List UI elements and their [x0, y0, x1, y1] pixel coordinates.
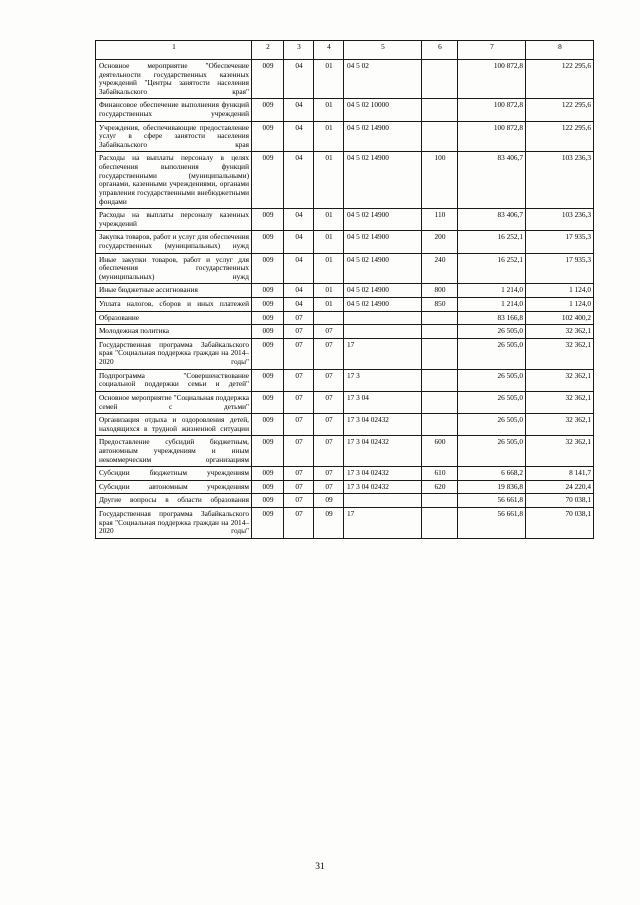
row-name: Предоставление субсидий бюджетным, автономным учреждениям и иным некоммерческим организациям	[96, 436, 252, 467]
row-section: 07	[284, 494, 314, 508]
row-chapter: 009	[252, 338, 284, 369]
row-expense-type	[422, 369, 458, 391]
row-section: 04	[284, 121, 314, 152]
row-amount-year2: 32 362,1	[526, 436, 594, 467]
table-row	[96, 414, 594, 436]
row-chapter: 009	[252, 298, 284, 312]
row-name: Основное мероприятие "Социальная поддержка семей с детьми"	[96, 391, 252, 413]
row-chapter: 009	[252, 480, 284, 494]
row-amount-year2: 24 220,4	[526, 480, 594, 494]
row-name: Учреждения, обеспечивающие предоставление услуг в сфере занятости населения Забайкальского края	[96, 121, 252, 152]
row-amount-year2: 70 038,1	[526, 507, 594, 538]
row-expense-type	[422, 325, 458, 339]
row-amount-year1: 100 872,8	[458, 60, 526, 99]
row-target-code: 17 3 04 02432	[344, 414, 422, 436]
row-section: 04	[284, 60, 314, 99]
row-subsection: 07	[314, 369, 344, 391]
column-header-6: 6	[422, 41, 458, 60]
row-amount-year2: 32 362,1	[526, 391, 594, 413]
row-target-code: 17	[344, 507, 422, 538]
table-row	[96, 391, 594, 413]
row-amount-year2: 32 362,1	[526, 369, 594, 391]
row-amount-year1: 26 505,0	[458, 369, 526, 391]
table-row	[96, 253, 594, 284]
row-expense-type: 110	[422, 209, 458, 231]
row-section: 04	[284, 253, 314, 284]
row-subsection	[314, 311, 344, 325]
row-amount-year1: 16 252,1	[458, 253, 526, 284]
budget-table-container	[95, 40, 591, 539]
row-name: Государственная программа Забайкальского края "Социальная поддержка граждан на 2014–2020 годы"	[96, 507, 252, 538]
row-amount-year2: 32 362,1	[526, 325, 594, 339]
row-subsection: 01	[314, 152, 344, 209]
row-expense-type	[422, 414, 458, 436]
row-name: Организация отдыха и оздоровления детей, находящихся в трудной жизненной ситуации	[96, 414, 252, 436]
row-name: Основное мероприятие "Обеспечение деятельности государственных казенных учреждений "Центры занятости населения Забайкальского края"	[96, 60, 252, 99]
table-row	[96, 231, 594, 253]
column-header-1: 1	[96, 41, 252, 60]
row-section: 04	[284, 231, 314, 253]
row-amount-year1: 1 214,0	[458, 284, 526, 298]
row-subsection: 07	[314, 436, 344, 467]
row-chapter: 009	[252, 311, 284, 325]
table-row	[96, 99, 594, 121]
row-chapter: 009	[252, 369, 284, 391]
row-amount-year1: 19 836,8	[458, 480, 526, 494]
row-expense-type: 600	[422, 436, 458, 467]
row-subsection: 07	[314, 480, 344, 494]
row-chapter: 009	[252, 507, 284, 538]
row-target-code: 04 5 02 14900	[344, 231, 422, 253]
row-amount-year2: 122 295,6	[526, 121, 594, 152]
row-subsection: 07	[314, 467, 344, 481]
row-subsection: 07	[314, 338, 344, 369]
row-section: 04	[284, 284, 314, 298]
table-row	[96, 325, 594, 339]
row-amount-year1: 26 505,0	[458, 338, 526, 369]
row-chapter: 009	[252, 60, 284, 99]
table-row	[96, 467, 594, 481]
table-row	[96, 507, 594, 538]
table-row	[96, 60, 594, 99]
row-chapter: 009	[252, 467, 284, 481]
row-target-code: 04 5 02	[344, 60, 422, 99]
row-target-code: 17 3	[344, 369, 422, 391]
table-row	[96, 480, 594, 494]
row-chapter: 009	[252, 325, 284, 339]
row-section: 07	[284, 311, 314, 325]
row-section: 07	[284, 414, 314, 436]
column-header-3: 3	[284, 41, 314, 60]
row-amount-year1: 83 406,7	[458, 209, 526, 231]
row-amount-year2: 103 236,3	[526, 152, 594, 209]
row-name: Подпрограмма "Совершенствование социальной поддержки семьи и детей"	[96, 369, 252, 391]
row-amount-year2: 17 935,3	[526, 231, 594, 253]
row-section: 04	[284, 152, 314, 209]
row-amount-year1: 26 505,0	[458, 325, 526, 339]
row-subsection: 07	[314, 391, 344, 413]
row-amount-year2: 17 935,3	[526, 253, 594, 284]
row-target-code: 17 3 04 02432	[344, 436, 422, 467]
row-subsection: 01	[314, 121, 344, 152]
table-row	[96, 152, 594, 209]
row-chapter: 009	[252, 284, 284, 298]
row-subsection: 01	[314, 60, 344, 99]
table-row	[96, 436, 594, 467]
row-section: 07	[284, 480, 314, 494]
table-row	[96, 311, 594, 325]
column-header-7: 7	[458, 41, 526, 60]
column-header-8: 8	[526, 41, 594, 60]
row-subsection: 01	[314, 284, 344, 298]
page-number: 31	[315, 862, 325, 872]
row-name: Другие вопросы в области образования	[96, 494, 252, 508]
row-name: Иные закупки товаров, работ и услуг для обеспечения государственных (муниципальных) нужд	[96, 253, 252, 284]
row-expense-type	[422, 60, 458, 99]
column-header-4: 4	[314, 41, 344, 60]
row-chapter: 009	[252, 436, 284, 467]
table-row	[96, 369, 594, 391]
row-amount-year2: 1 124,0	[526, 298, 594, 312]
row-target-code	[344, 494, 422, 508]
row-expense-type	[422, 99, 458, 121]
row-subsection: 01	[314, 231, 344, 253]
row-target-code: 17	[344, 338, 422, 369]
row-chapter: 009	[252, 494, 284, 508]
row-name: Иные бюджетные ассигнования	[96, 284, 252, 298]
table-header-row	[96, 41, 594, 60]
table-row	[96, 209, 594, 231]
row-name: Финансовое обеспечение выполнения функций государственных учреждений	[96, 99, 252, 121]
row-expense-type: 100	[422, 152, 458, 209]
row-target-code: 04 5 02 14900	[344, 298, 422, 312]
row-section: 07	[284, 507, 314, 538]
row-amount-year2: 102 400,2	[526, 311, 594, 325]
row-amount-year1: 26 505,0	[458, 436, 526, 467]
row-name: Образование	[96, 311, 252, 325]
row-amount-year1: 1 214,0	[458, 298, 526, 312]
column-header-5: 5	[344, 41, 422, 60]
row-chapter: 009	[252, 99, 284, 121]
row-chapter: 009	[252, 391, 284, 413]
row-section: 04	[284, 298, 314, 312]
row-section: 07	[284, 467, 314, 481]
row-subsection: 01	[314, 298, 344, 312]
row-chapter: 009	[252, 253, 284, 284]
row-name: Субсидии бюджетным учреждениям	[96, 467, 252, 481]
row-section: 07	[284, 436, 314, 467]
row-name: Расходы на выплаты персоналу казенных учреждений	[96, 209, 252, 231]
row-amount-year1: 6 668,2	[458, 467, 526, 481]
row-target-code: 04 5 02 14900	[344, 209, 422, 231]
row-chapter: 009	[252, 152, 284, 209]
row-expense-type	[422, 494, 458, 508]
row-chapter: 009	[252, 121, 284, 152]
row-target-code: 17 3 04 02432	[344, 480, 422, 494]
row-section: 07	[284, 325, 314, 339]
row-amount-year2: 70 038,1	[526, 494, 594, 508]
table-row	[96, 338, 594, 369]
row-amount-year2: 122 295,6	[526, 99, 594, 121]
row-target-code	[344, 325, 422, 339]
budget-table	[95, 40, 594, 539]
row-amount-year1: 100 872,8	[458, 99, 526, 121]
row-name: Расходы на выплаты персоналу в целях обеспечения выполнения функций государственными (муниципальными) органами, казенными учреждениями, органами управления государственными внебюджетными фондами	[96, 152, 252, 209]
row-expense-type	[422, 338, 458, 369]
row-name: Закупка товаров, работ и услуг для обеспечения государственных (муниципальных) нужд	[96, 231, 252, 253]
row-subsection: 01	[314, 209, 344, 231]
row-target-code: 04 5 02 14900	[344, 121, 422, 152]
row-amount-year1: 16 252,1	[458, 231, 526, 253]
row-expense-type	[422, 507, 458, 538]
row-expense-type: 610	[422, 467, 458, 481]
row-target-code: 04 5 02 14900	[344, 284, 422, 298]
row-target-code: 04 5 02 14900	[344, 253, 422, 284]
row-amount-year1: 26 505,0	[458, 414, 526, 436]
row-amount-year1: 26 505,0	[458, 391, 526, 413]
row-expense-type	[422, 311, 458, 325]
row-amount-year2: 8 141,7	[526, 467, 594, 481]
row-subsection: 09	[314, 507, 344, 538]
row-target-code: 04 5 02 10000	[344, 99, 422, 121]
row-amount-year2: 122 295,6	[526, 60, 594, 99]
row-chapter: 009	[252, 209, 284, 231]
row-target-code: 04 5 02 14900	[344, 152, 422, 209]
row-section: 04	[284, 99, 314, 121]
row-expense-type: 240	[422, 253, 458, 284]
row-subsection: 01	[314, 253, 344, 284]
row-amount-year1: 83 406,7	[458, 152, 526, 209]
column-header-2: 2	[252, 41, 284, 60]
row-expense-type	[422, 391, 458, 413]
row-target-code: 17 3 04	[344, 391, 422, 413]
row-amount-year2: 1 124,0	[526, 284, 594, 298]
row-subsection: 07	[314, 325, 344, 339]
row-subsection: 01	[314, 99, 344, 121]
row-amount-year1: 100 872,8	[458, 121, 526, 152]
row-expense-type: 800	[422, 284, 458, 298]
row-section: 07	[284, 391, 314, 413]
row-section: 07	[284, 338, 314, 369]
table-header	[96, 41, 594, 60]
row-expense-type: 850	[422, 298, 458, 312]
row-subsection: 07	[314, 414, 344, 436]
table-row	[96, 298, 594, 312]
row-name: Молодежная политика	[96, 325, 252, 339]
row-name: Государственная программа Забайкальского края "Социальная поддержка граждан на 2014–2020 годы"	[96, 338, 252, 369]
row-chapter: 009	[252, 414, 284, 436]
row-amount-year1: 56 661,8	[458, 507, 526, 538]
row-subsection: 09	[314, 494, 344, 508]
row-section: 04	[284, 209, 314, 231]
row-chapter: 009	[252, 231, 284, 253]
row-target-code: 17 3 04 02432	[344, 467, 422, 481]
row-expense-type: 200	[422, 231, 458, 253]
row-target-code	[344, 311, 422, 325]
row-amount-year2: 32 362,1	[526, 414, 594, 436]
row-expense-type: 620	[422, 480, 458, 494]
row-name: Уплата налогов, сборов и иных платежей	[96, 298, 252, 312]
row-amount-year1: 83 166,8	[458, 311, 526, 325]
row-section: 07	[284, 369, 314, 391]
table-row	[96, 121, 594, 152]
row-amount-year2: 103 236,3	[526, 209, 594, 231]
row-name: Субсидии автономным учреждениям	[96, 480, 252, 494]
row-amount-year1: 56 661,8	[458, 494, 526, 508]
table-body	[96, 60, 594, 539]
row-expense-type	[422, 121, 458, 152]
table-row	[96, 284, 594, 298]
table-row	[96, 494, 594, 508]
row-amount-year2: 32 362,1	[526, 338, 594, 369]
